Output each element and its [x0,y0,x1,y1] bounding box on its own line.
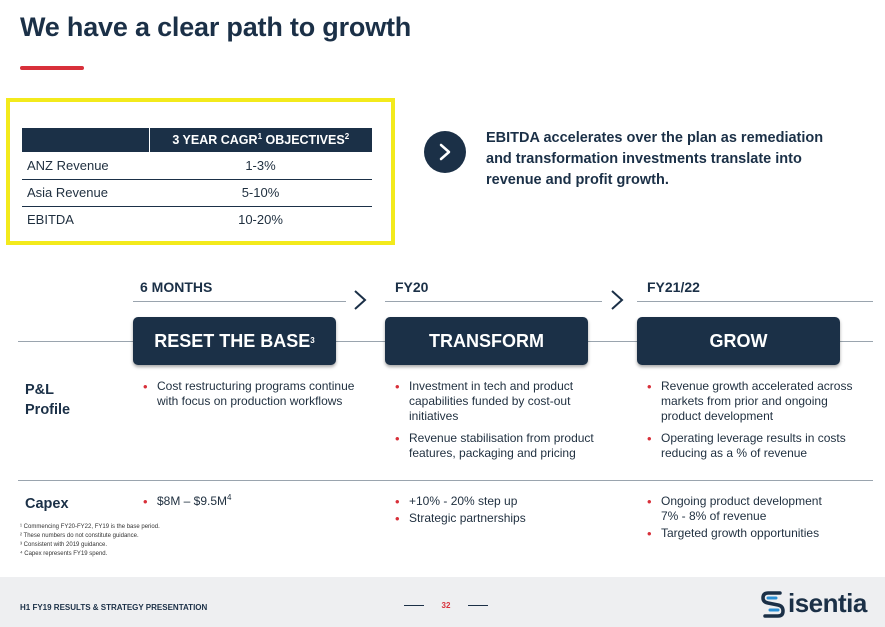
callout-text: EBITDA accelerates over the plan as remediation and transformation investments translate into revenue and profit growth. [486,130,824,188]
pl-bullets-transform [393,379,613,468]
table-row [22,179,372,206]
list-item: • Strategic partnerships [393,511,613,526]
title-accent-bar [20,66,84,70]
list-item: • Investment in tech and product capabilities funded by cost-out initiatives [393,379,613,424]
chevron-right-icon [424,131,466,173]
table-header-cagr: 3 YEAR CAGR$^1$ OBJECTIVES$^2$ [149,128,372,152]
capex-bullets-transform [393,494,613,533]
phase-box-reset: RESET THE BASE 3 [133,317,336,365]
phase-box-grow: GROW [637,317,840,365]
page-dash-right [468,605,488,606]
phase-period-3: FY21/22 [647,279,700,295]
list-item: • $8M – $\$9.5M^4$ [141,494,361,509]
footer [0,577,885,627]
row-label-capex: Capex [25,496,69,512]
page-dash-left [404,605,424,606]
list-item: • Ongoing product development 7% - 8% of revenue [645,494,835,524]
capex-bullets-grow [645,494,835,548]
table-row [22,206,372,233]
row-value: 5-10% [149,179,372,206]
pl-bullets-reset [141,379,361,416]
phase-underline-3 [637,301,873,302]
list-item: • Revenue growth accelerated across markets from prior and ongoing product development [645,379,867,424]
list-item: • Targeted growth opportunities [645,526,835,541]
pl-bullets-grow [645,379,867,468]
row-divider [18,480,873,481]
phase-box-transform: TRANSFORM [385,317,588,365]
isentia-logo-icon [760,589,786,619]
cagr-objectives-table [22,128,372,233]
row-label-pl: P&L Profile [25,382,71,418]
phase-period-1: 6 MONTHS [140,279,213,295]
row-label: EBITDA [27,212,74,228]
table-header-blank [22,128,149,152]
page-number: 32 [404,601,488,610]
row-label: ANZ Revenue [22,152,149,179]
list-item: • Operating leverage results in costs reducing as a % of revenue [645,431,867,461]
list-item: • Cost restructuring programs continue with focus on production workflows [141,379,361,409]
chevron-right-icon [352,289,368,311]
page-title: We have a clear path to growth [20,12,412,42]
row-value: 10-20% [238,212,283,228]
company-logo: isentia [760,588,867,619]
phase-underline-1 [133,301,346,302]
chevron-right-icon [609,289,625,311]
phase-period-2: FY20 [395,279,429,295]
row-value: 1-3% [149,152,372,179]
row-label: Asia Revenue [22,179,149,206]
list-item: • Revenue stabilisation from product features, packaging and pricing [393,431,613,461]
table-row [22,152,372,179]
list-item: • +10% - 20% step up [393,494,613,509]
footnotes: ¹ Commencing FY20-FY22, FY19 is the base period. ² These numbers do not constitute guidance. ³ Consistent with 2019 guidance. ⁴ Capex represents FY19 spend. [20,524,160,557]
capex-bullets-reset [141,494,361,516]
phase-underline-2 [385,301,602,302]
footer-title: H1 FY19 RESULTS & STRATEGY PRESENTATION [20,603,208,612]
